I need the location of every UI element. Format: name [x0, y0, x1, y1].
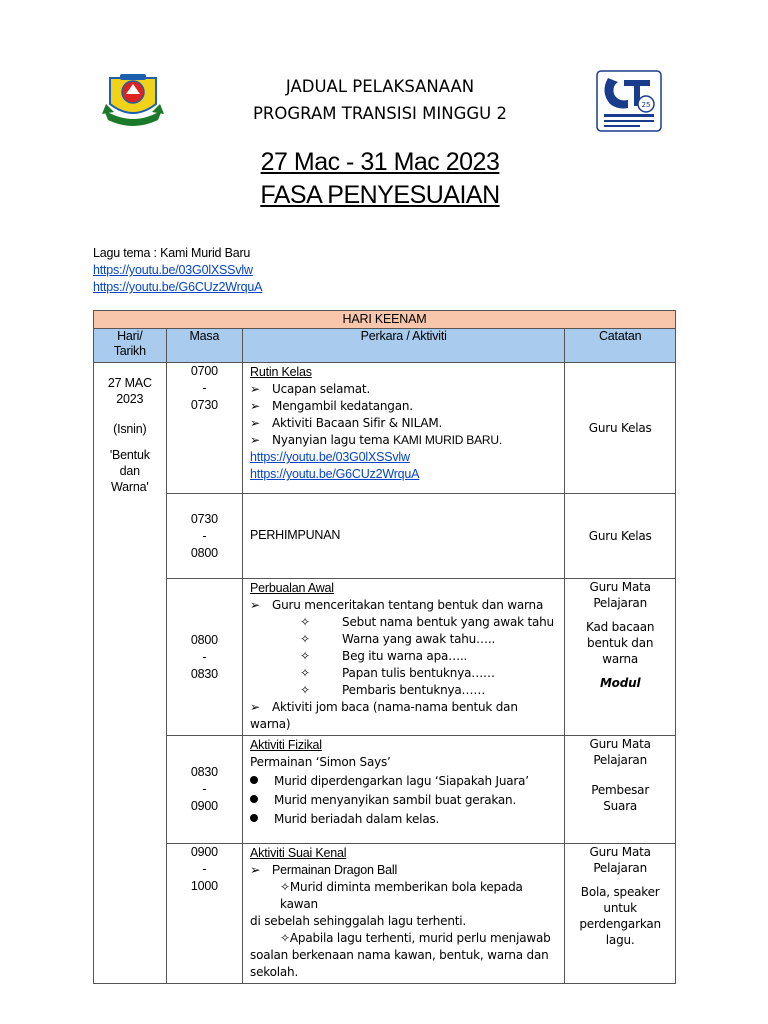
catatan-line: Suara	[603, 799, 638, 813]
masa-cell	[166, 494, 242, 579]
diamond-bullet-icon: ✧	[300, 666, 310, 680]
game-name-tail: l	[394, 863, 398, 877]
list-item: Ucapan selamat.	[272, 382, 371, 396]
paragraph-line: ✧Murid diminta memberikan bola kepada kawan	[280, 880, 523, 911]
theme-song-link-1[interactable]: https://youtu.be/03G0lXSSvlw	[93, 263, 253, 277]
masa-cell	[166, 579, 242, 736]
bullet-dot-icon	[250, 795, 258, 803]
phase-title: FASA PENYESUAIAN	[260, 181, 500, 209]
date-theme-line3: Warna'	[111, 480, 149, 494]
header-masa: Masa	[166, 329, 242, 363]
arrow-bullet-icon: ➢	[250, 382, 260, 396]
masa-end: 0730	[190, 398, 218, 412]
activity-cell	[243, 494, 565, 579]
catatan-line: Kad bacaan	[586, 620, 655, 634]
catatan-line: Guru Mata	[589, 737, 651, 751]
date-weekday: (Isnin)	[113, 422, 147, 436]
masa-end: 0900	[190, 799, 218, 813]
activity-title: Rutin Kelas	[250, 365, 312, 379]
activity-subtitle: Permainan ‘Simon Says’	[250, 755, 391, 769]
activity-title: Aktiviti Suai Kenal	[250, 846, 347, 860]
masa-start: 0830	[190, 765, 218, 779]
song-name: KAMI MURID BARU.	[393, 433, 502, 447]
activity-cell	[243, 844, 565, 984]
catatan-cell	[565, 579, 676, 736]
catatan-line: perdengarkan	[579, 917, 661, 931]
activity-link-2[interactable]: https://youtu.be/G6CUz2WrquA	[250, 467, 420, 481]
arrow-bullet-icon: ➢	[250, 433, 260, 447]
catatan-line: Bola, speaker	[580, 885, 660, 899]
table-row	[94, 736, 676, 844]
doc-title-line2: PROGRAM TRANSISI MINGGU 2	[252, 104, 508, 123]
catatan-line: warna	[602, 652, 639, 666]
date-theme-line2: dan	[119, 464, 140, 478]
list-item: Warna yang awak tahu…..	[342, 632, 496, 646]
list-item: Murid diperdengarkan lagu ‘Siapakah Juara’	[274, 774, 529, 788]
bullet-dot-icon	[250, 814, 258, 822]
list-item: Guru menceritakan tentang bentuk dan warna	[272, 598, 544, 612]
date-theme-line1: 'Bentuk	[109, 448, 150, 462]
list-item: Mengambil kedatangan.	[272, 399, 413, 413]
masa-cell	[166, 363, 242, 494]
diamond-bullet-icon: ✧	[300, 649, 310, 663]
date-day: 27 MAC	[107, 376, 152, 390]
header-hari-line1: Hari/	[117, 329, 143, 343]
catatan-line: lagu.	[605, 933, 635, 947]
catatan-cell: Guru Kelas	[565, 363, 676, 494]
masa-end: 0830	[190, 666, 218, 681]
theme-song-link-2[interactable]: https://youtu.be/G6CUz2WrquA	[93, 280, 263, 294]
masa-cell	[166, 844, 242, 984]
paragraph-line: di sebelah sehinggalah lagu terhenti.	[250, 914, 467, 928]
arrow-bullet-icon: ➢	[250, 700, 260, 714]
table-row	[94, 363, 676, 494]
activity-cell	[243, 579, 565, 736]
header-hari-line2: Tarikh	[113, 344, 146, 358]
list-item: Aktiviti jom baca (nama-nama bentuk dan warna)	[250, 700, 518, 731]
masa-sep: -	[202, 782, 207, 796]
school-crest-logo	[100, 70, 166, 128]
masa-sep: -	[202, 381, 207, 395]
paragraph-line: ✧Apabila lagu terhenti, murid perlu menjawab	[280, 931, 551, 945]
catatan-line: Pelajaran	[593, 596, 647, 610]
schedule-table	[93, 310, 676, 984]
table-row	[94, 579, 676, 736]
header-hari	[94, 329, 167, 363]
arrow-bullet-icon: ➢	[250, 399, 260, 413]
masa-cell	[166, 736, 242, 844]
theme-song-block	[93, 245, 262, 296]
catatan-line: Guru Mata	[589, 845, 651, 859]
header-catatan: Catatan	[565, 329, 676, 363]
catatan-line: untuk	[603, 901, 637, 915]
catatan-line: bentuk dan	[587, 636, 654, 650]
masa-start: 0730	[190, 511, 218, 526]
list-item: Aktiviti Bacaan Sifir & NILAM.	[272, 416, 443, 430]
activity-cell	[243, 363, 565, 494]
activity-title: PERHIMPUNAN	[250, 528, 341, 542]
program-logo	[596, 70, 662, 132]
arrow-bullet-icon: ➢	[250, 598, 260, 612]
catatan-cell	[565, 844, 676, 984]
diamond-bullet-icon: ✧	[300, 632, 310, 646]
column-header-row	[94, 329, 676, 363]
diamond-bullet-icon: ✧	[300, 615, 310, 629]
header-aktiviti: Perkara / Aktiviti	[243, 329, 565, 363]
masa-end: 1000	[190, 879, 218, 893]
list-item: Sebut nama bentuk yang awak tahu	[342, 615, 554, 629]
masa-sep: -	[202, 528, 207, 543]
masa-end: 0800	[190, 545, 218, 560]
list-item: Beg itu warna apa…..	[342, 649, 468, 663]
catatan-line: Pembesar	[591, 783, 650, 797]
diamond-bullet-icon: ✧	[300, 683, 310, 697]
date-year: 2023	[116, 392, 144, 406]
catatan-cell: Guru Kelas	[565, 494, 676, 579]
catatan-cell	[565, 736, 676, 844]
table-row	[94, 844, 676, 984]
table-row	[94, 494, 676, 579]
date-cell	[94, 363, 167, 984]
bullet-dot-icon	[250, 776, 258, 784]
activity-link-1[interactable]: https://youtu.be/03G0lXSSvlw	[250, 450, 410, 464]
list-item: Pembaris bentuknya……	[342, 683, 486, 697]
masa-start: 0800	[190, 632, 218, 647]
activity-title: Perbualan Awal	[250, 581, 334, 595]
masa-sep: -	[202, 649, 207, 664]
paragraph-line: sekolah.	[250, 965, 299, 979]
arrow-bullet-icon: ➢	[250, 863, 261, 877]
day-title: HARI KEENAM	[94, 311, 676, 329]
doc-title-line1: JADUAL PELAKSANAAN	[285, 77, 475, 96]
masa-start: 0700	[190, 364, 218, 378]
list-item: Murid beriadah dalam kelas.	[274, 812, 440, 826]
list-item: Murid menyanyikan sambil buat gerakan.	[274, 793, 517, 807]
date-range: 27 Mac - 31 Mac 2023	[260, 148, 500, 176]
arrow-bullet-icon: ➢	[250, 416, 260, 430]
activity-cell	[243, 736, 565, 844]
game-name: Permainan Dragon Bal	[272, 863, 395, 877]
catatan-line: Pelajaran	[593, 753, 647, 767]
theme-song-label: Lagu tema : Kami Murid Baru	[93, 246, 251, 260]
catatan-line: Guru Mata	[589, 580, 651, 594]
list-item: Papan tulis bentuknya……	[342, 666, 495, 680]
catatan-modul: Modul	[599, 676, 641, 690]
day-header-row	[94, 311, 676, 329]
list-item: Nyanyian lagu tema	[272, 433, 394, 447]
masa-sep: -	[202, 862, 207, 876]
activity-title: Aktiviti Fizikal	[250, 738, 322, 752]
paragraph-line: soalan berkenaan nama kawan, bentuk, warna dan	[250, 948, 549, 962]
svg-text:25: 25	[641, 101, 651, 109]
catatan-line: Pelajaran	[593, 861, 647, 875]
masa-start: 0900	[190, 845, 218, 859]
